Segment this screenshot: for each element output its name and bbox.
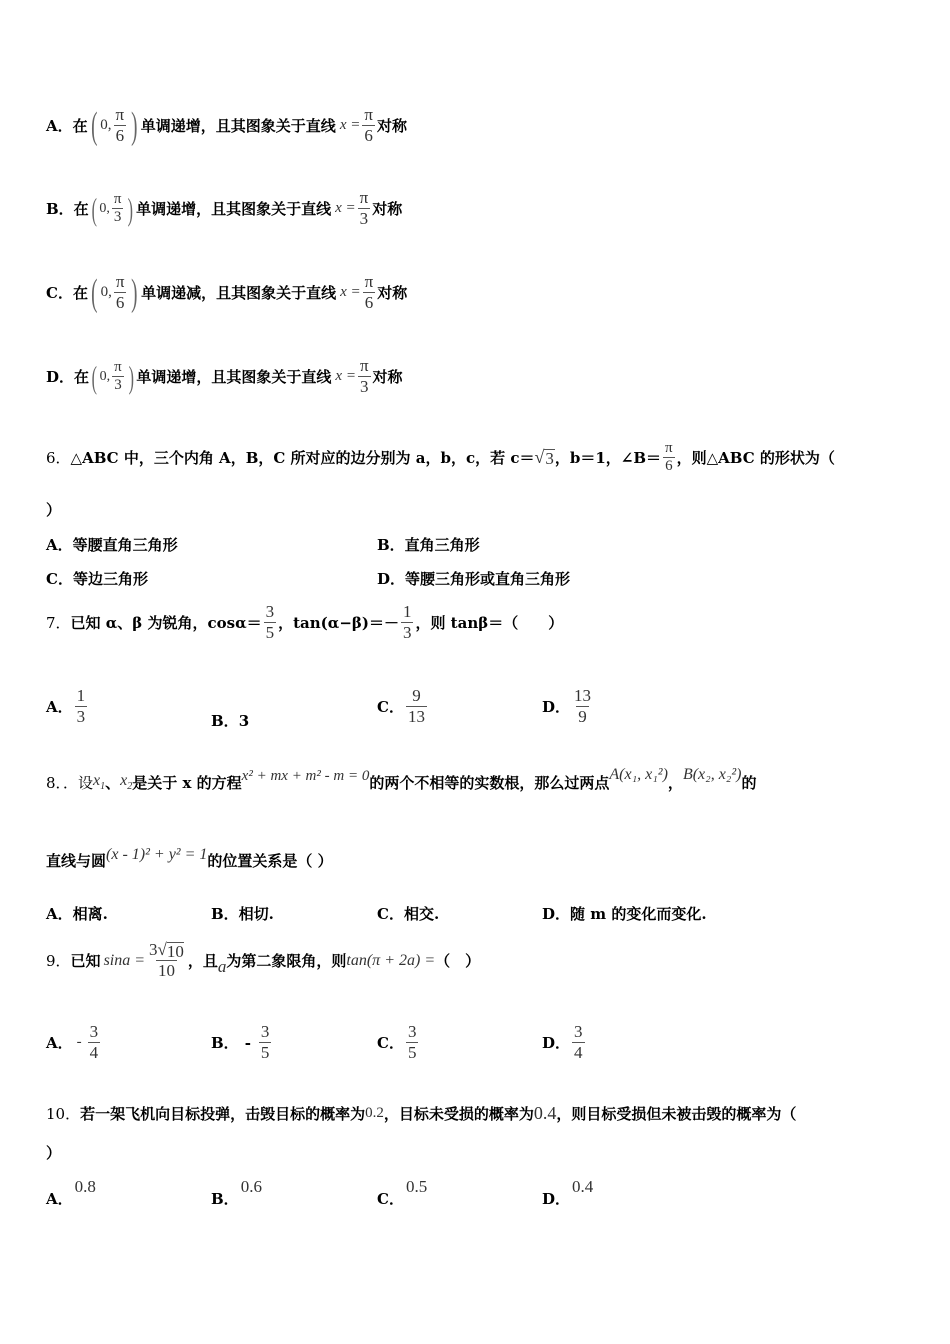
q8-option-d[interactable]: D．随 m 的变化而变化. [542,905,707,923]
sin-fraction: 3 √ 10 10 [149,940,184,980]
question-number: 6． [46,449,71,467]
q5-option-d[interactable]: D．在 ( 0, $\frac{\pi}{3}$ ) 单调递增，且其图象关于直线 x = $\frac{\pi}{3}$ 对称 [46,356,403,396]
q6-option-d[interactable]: D．等腰三角形或直角三角形 [377,570,571,588]
interval: ( 0, $\frac{\pi}{6}$ ) [90,104,138,147]
q5-option-a[interactable]: A．在 ( 0, $\frac{\pi}{6}$ ) 单调递增，且其图象关于直线 x = $\frac{\pi}{6}$ 对称 [46,104,407,147]
q7-option-a[interactable]: A． $\frac{1}{3}$ [46,686,86,726]
q5-option-b[interactable]: B．在 ( 0, $\frac{\pi}{3}$ ) 单调递增，且其图象关于直线 x = $\frac{\pi}{3}$ 对称 [46,188,403,228]
q7-option-b[interactable]: B． 3 [211,711,250,730]
q8-stem: 8．．设 $x_1$ 、 $x_2$ 是关于 x 的方程 x² + mx + m² - m = 0 的两个不相等的实数根，那么过两点 A(x₁, x₁²) ， B(x₂, x₂²) 的 [46,765,757,793]
q10-stem: 10． 若一架飞机向目标投弹，击毁目标的概率为 0.2 ，目标未受损的概率为 0.4 ，则目标受损但未被击毁的概率为（ [46,1103,797,1123]
interval: ( 0, $\frac{\pi}{3}$ ) [91,190,134,227]
q8-stem-line2: 直线与圆 (x - 1)² + y² = 1 的位置关系是（ ） [46,845,333,870]
q10-option-c[interactable]: C． 0.5 [377,1176,428,1208]
q8-option-b[interactable]: B．相切. [211,905,274,923]
q6-option-a[interactable]: A．等腰直角三角形 [46,536,178,554]
q7-stem: 7． 已知 α、β 为锐角，cosα＝ $\frac{3}{5}$ ，tan(α−β)＝－ $\frac{1}{3}$ ，则 tanβ＝（ ） [46,602,564,642]
q6-stem: 6． △ABC 中，三个内角 A，B，C 所对应的边分别为 a，b，c，若 c＝ √ 3 ，b＝1，∠B＝ $\frac{\pi}{6}$ ，则△ABC 的形状为（ [46,440,835,474]
q7-option-c[interactable]: C． $\frac{9}{13}$ [377,686,425,726]
q10-close-paren: ） [46,1144,62,1162]
q10-option-d[interactable]: D． 0.4 [542,1176,594,1208]
question-number: 7． [46,614,71,632]
q8-option-a[interactable]: A．相离. [46,905,108,923]
q6-option-b[interactable]: B．直角三角形 [377,536,480,554]
q8-option-c[interactable]: C．相交. [377,905,440,923]
question-number: 9． [46,952,71,970]
q9-stem: 9． 已知 sina = 3 √ 10 10 ，且 a 为第二象限角，则 tan(π + 2a) = （ ） [46,940,481,980]
q7-option-d[interactable]: D． $\frac{13}{9}$ [542,686,592,726]
q9-option-c[interactable]: C． $\frac{3}{5}$ [377,1022,417,1062]
interval: ( 0, $\frac{\pi}{3}$ ) [91,358,134,395]
q10-option-b[interactable]: B． 0.6 [211,1176,262,1208]
question-number: 8．．设 [46,774,94,792]
q10-option-a[interactable]: A． 0.8 [46,1176,96,1208]
q9-option-a[interactable]: A． - $\frac{3}{4}$ [46,1022,99,1062]
interval: ( 0, $\frac{\pi}{6}$ ) [91,271,138,314]
q6-close-paren: ） [46,501,62,519]
q6-option-c[interactable]: C．等边三角形 [46,570,148,588]
q9-option-d[interactable]: D． $\frac{3}{4}$ [542,1022,583,1062]
q9-option-b[interactable]: B． - $\frac{3}{5}$ [211,1022,270,1062]
question-number: 10． [46,1105,81,1123]
q5-option-c[interactable]: C．在 ( 0, $\frac{\pi}{6}$ ) 单调递减，且其图象关于直线 x = $\frac{\pi}{6}$ 对称 [46,271,408,314]
sqrt-3: √ 3 [534,447,554,468]
